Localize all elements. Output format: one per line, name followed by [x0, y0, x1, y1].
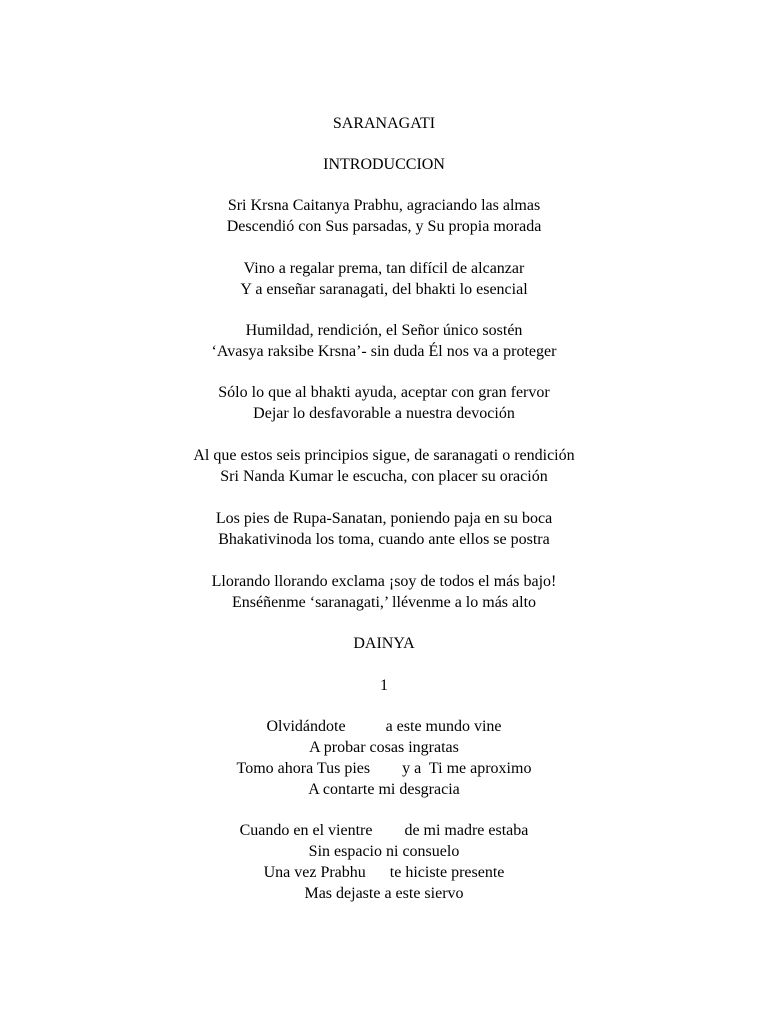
- intro-stanza-3-line-1: Humildad, rendición, el Señor único sostén: [245, 322, 523, 339]
- introduction-heading: INTRODUCCION: [323, 156, 445, 173]
- dainya-stanza-1-line-2: A probar cosas ingratas: [309, 739, 459, 756]
- document-title: SARANAGATI: [332, 115, 436, 132]
- intro-stanza-2-line-2: Y a enseñar saranagati, del bhakti lo esencial: [240, 281, 528, 298]
- song-number: 1: [380, 677, 388, 694]
- intro-stanza-7-line-2: Enséñenme ‘saranagati,’ llévenme a lo más alto: [231, 594, 537, 611]
- intro-stanza-7-line-1: Llorando llorando exclama ¡soy de todos el más bajo!: [211, 573, 557, 590]
- dainya-stanza-2-line-1: Cuando en el vientre de mi madre estaba: [239, 822, 529, 839]
- intro-stanza-1-line-1: Sri Krsna Caitanya Prabhu, agraciando las almas: [227, 197, 541, 214]
- dainya-stanza-2-line-2: Sin espacio ni consuelo: [308, 843, 460, 860]
- intro-stanza-3-line-2: ‘Avasya raksibe Krsna’- sin duda Él nos va a proteger: [211, 343, 557, 360]
- intro-stanza-5-line-1: Al que estos seis principios sigue, de saranagati o rendición: [193, 447, 575, 464]
- intro-stanza-6-line-2: Bhakativinoda los toma, cuando ante ellos se postra: [218, 531, 550, 548]
- dainya-stanza-2-line-4: Mas dejaste a este siervo: [304, 885, 464, 902]
- intro-stanza-6-line-1: Los pies de Rupa-Sanatan, poniendo paja en su boca: [215, 510, 553, 527]
- dainya-stanza-2-line-3: Una vez Prabhu te hiciste presente: [263, 864, 505, 881]
- intro-stanza-2-line-1: Vino a regalar prema, tan difícil de alcanzar: [243, 260, 525, 277]
- intro-stanza-4-line-2: Dejar lo desfavorable a nuestra devoción: [253, 405, 515, 422]
- intro-stanza-5-line-2: Sri Nanda Kumar le escucha, con placer su oración: [220, 468, 548, 485]
- intro-stanza-1-line-2: Descendió con Sus parsadas, y Su propia morada: [226, 218, 542, 235]
- dainya-heading: DAINYA: [353, 635, 415, 652]
- dainya-stanza-1-line-1: Olvidándote a este mundo vine: [266, 718, 502, 735]
- dainya-stanza-1-line-4: A contarte mi desgracia: [308, 781, 460, 798]
- intro-stanza-4-line-1: Sólo lo que al bhakti ayuda, aceptar con gran fervor: [218, 384, 550, 401]
- dainya-stanza-1-line-3: Tomo ahora Tus pies y a Ti me aproximo: [236, 760, 532, 777]
